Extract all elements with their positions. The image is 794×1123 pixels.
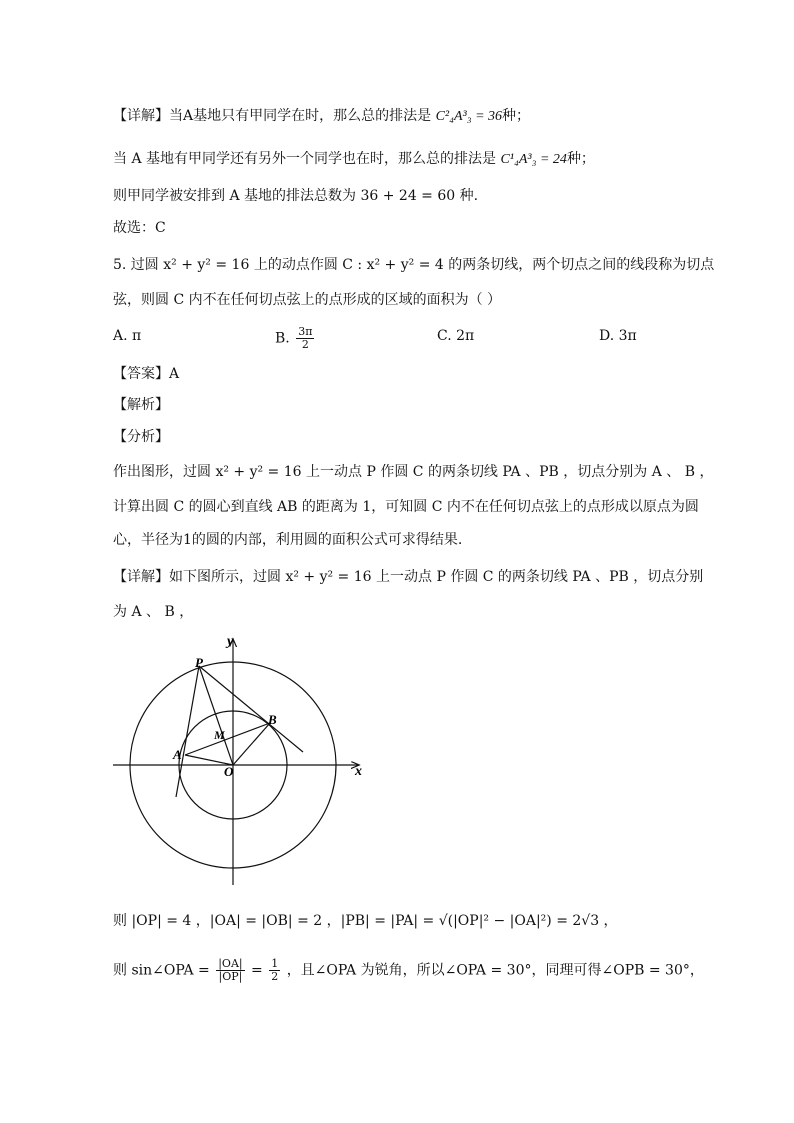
prev-detail-line-4: 故选：C: [113, 220, 166, 236]
option-d: D. 3π: [599, 328, 637, 344]
label-p: P: [195, 655, 203, 670]
prev-detail-end-2: 种；: [566, 151, 595, 167]
result-line-1: 则 |OP| = 4 ，|OA| = |OB| = 2 ，|PB| = |PA| = √(|OP|² − |OA|²) = 2√3 ，: [113, 913, 618, 929]
prev-detail-end-1: 种；: [502, 108, 531, 124]
answer-line: 【答案】A: [113, 366, 180, 382]
label-b: B: [268, 712, 277, 727]
sin-fraction: [216, 958, 244, 983]
segment-ob: [233, 723, 270, 765]
result-line-2-eq: =: [251, 962, 263, 979]
half-fraction-num: 1: [271, 957, 279, 970]
prev-detail-text-2: 当 A 基地有甲同学还有另外一个同学也在时，那么总的排法是: [113, 151, 497, 167]
option-b-fraction: [296, 326, 314, 351]
option-b-numerator: 3π: [298, 325, 313, 338]
option-b: [275, 326, 316, 351]
label-x: x: [355, 764, 362, 779]
fenxi-line-1: 作出图形，过圆 x² + y² = 16 上一动点 P 作圆 C 的两条切线 PA 、PB ，切点分别为 A 、 B ，: [113, 464, 714, 480]
question-5-line-2: 弦，则圆 C 内不在任何切点弦上的点形成的区域的面积为（ ）: [113, 292, 502, 308]
fenxi-line-2: 计算出圆 C 的圆心到直线 AB 的距离为 1，可知圆 C 内不在任何切点弦上的点形成以原点为圆: [113, 499, 699, 515]
fenxi-line-3: 心，半径为1的圆的内部，利用圆的面积公式可求得结果.: [113, 532, 463, 548]
prev-detail-line-2: [113, 149, 595, 170]
result-line-2-pre: 则 sin∠OPA =: [113, 962, 210, 979]
segment-op: [199, 666, 233, 765]
label-m: M: [214, 728, 225, 742]
prev-detail-text-1: 当A基地只有甲同学在时，那么总的排法是: [169, 108, 432, 124]
fenxi-heading: 【分析】: [113, 429, 169, 445]
analysis-heading: 【解析】: [113, 397, 169, 413]
prev-detail-head: 【详解】: [113, 108, 169, 124]
option-b-label: B.: [275, 330, 290, 347]
tangent-circle-figure: [105, 628, 375, 893]
result-line-2-post: ，且∠OPA 为锐角，所以∠OPA = 30°，同理可得∠OPB = 30°，: [286, 962, 704, 979]
prev-detail-line-1: [113, 106, 530, 127]
option-c: C. 2π: [437, 328, 475, 344]
label-y: y: [227, 634, 234, 649]
prev-detail-line-3: 则甲同学被安排到 A 基地的排法总数为 36 + 24 = 60 种.: [113, 188, 479, 204]
sin-fraction-den: |OP|: [218, 970, 243, 983]
option-a: A. π: [113, 328, 142, 344]
result-line-2: [113, 958, 704, 983]
label-a: A: [173, 747, 182, 762]
question-5-line-1: 5. 过圆 x² + y² = 16 上的动点作圆 C : x² + y² = 4 的两条切线，两个切点之间的线段称为切点: [113, 257, 715, 273]
label-o: O: [224, 764, 234, 779]
detail-line-2: 为 A 、 B ，: [113, 604, 194, 620]
tangent-line-pa: [176, 666, 199, 797]
prev-detail-expr-1: C²₄A³₃ = 36: [435, 109, 503, 124]
sin-fraction-num: |OA|: [218, 957, 243, 970]
prev-detail-expr-2: C¹₄A³₃ = 24: [500, 152, 567, 167]
option-b-denominator: 2: [301, 338, 309, 351]
half-fraction: [269, 958, 280, 983]
detail-line-1: 【详解】如下图所示，过圆 x² + y² = 16 上一动点 P 作圆 C 的两条切线 PA 、PB ，切点分别: [113, 569, 704, 585]
half-fraction-den: 2: [271, 970, 279, 983]
